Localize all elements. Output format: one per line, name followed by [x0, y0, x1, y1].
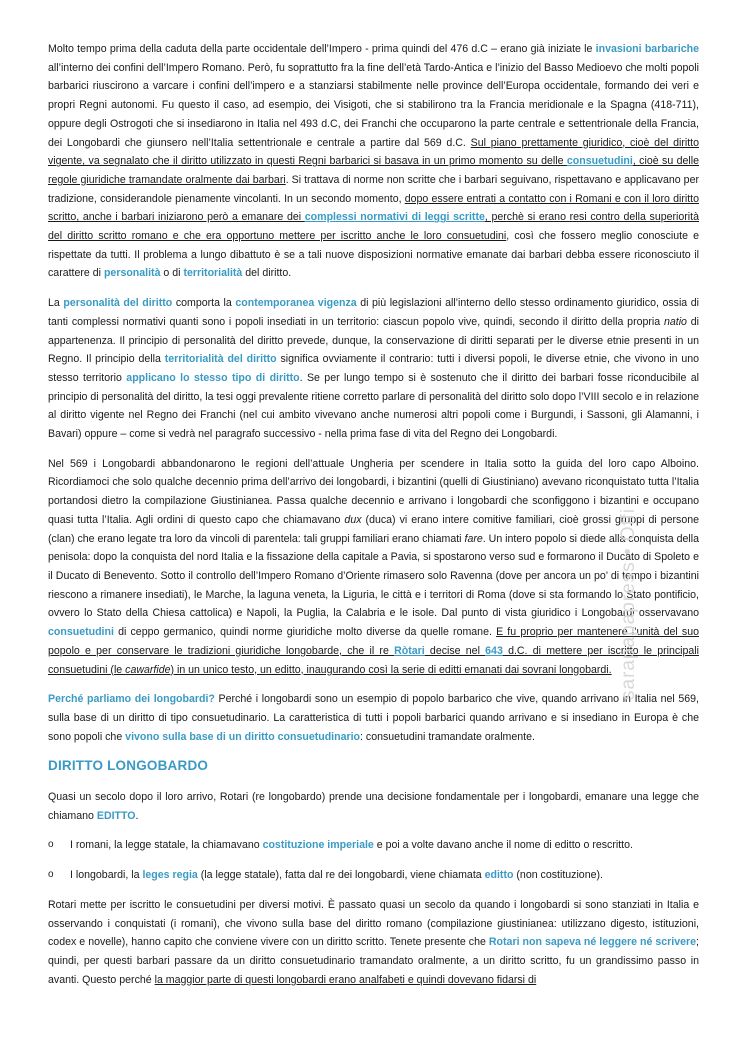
text: (non costituzione). [513, 869, 603, 882]
watermark: sarapapapress • Offi [618, 507, 639, 700]
text: di appartenenza. Il principio di personalità del diritto prevede, dunque, la conservazione di diritti separati per le diverse etnie presenti in un Regno. Il principio della [48, 315, 699, 366]
text: o di [160, 267, 184, 280]
text: di ceppo germanico, quindi norme giuridiche molto diverse da quelle romane. [113, 626, 497, 639]
text: : consuetudini tramandate oralmente. [360, 730, 535, 743]
text: ; quindi, per questi barbari passare da un diritto consuetudinario tramandato oralmente, a un diritto scritto, fu un grandissimo passo in avanti. Questo perché [48, 936, 699, 986]
text: I romani, la legge statale, la chiamavano [70, 839, 263, 852]
italic-term: cawarfide [125, 663, 171, 676]
text: all’interno dei confini dell’Impero Romano. Però, fu soprattutto fra la fine dell’età Tardo-Antica e l’inizio del Basso Medioevo che molti popoli barbarici riuscirono a varcare i confini dell’impero e a stanziarsi stabilmente nelle province dell’Europa occidentale, formando dei veri e propri Regni autonomi. Fu questo il caso, ad esempio, dei Visigoti, che si stabilirono tra la Francia meridionale e la Spagna (418-711), oppure degli Ostrogoti che si insediarono in Italia nel 493 d.C, dei Franchi che occuparono la parte centrale e settentrionale della Francia, dei Longobardi che giunsero nell’Italia settentrionale e centrale a partire dal 569 d.C. [48, 61, 699, 149]
highlight-term: editto [484, 869, 514, 882]
highlight-term: territorialità del diritto [164, 353, 277, 366]
highlight-term: EDITTO [96, 809, 136, 822]
text: di più legislazioni all’interno dello stesso ordinamento giuridico, ossia di tanti complessi normativi quanti sono i popoli insediati in un territorio: ciascun popolo vive, quindi, secondo il diritto della propria [48, 297, 699, 328]
section-heading: DIRITTO LONGOBARDO [48, 758, 209, 774]
underlined-text: la maggior parte di questi longobardi erano analfabeti e quindi dovevano fidarsi di [154, 973, 537, 986]
text: I longobardi, la [70, 869, 143, 882]
highlight-term: applicano lo stesso tipo di diritto [126, 371, 300, 384]
text: comporta la [172, 297, 236, 310]
highlight-term: territorialità [183, 267, 243, 280]
bullet-marker-icon: o [48, 839, 54, 851]
highlight-term: costituzione imperiale [262, 839, 374, 852]
paragraph-editto [48, 788, 699, 825]
text: significa ovviamente il contrario: tutti i diversi popoli, le diverse etnie, che vivono in uno stesso territorio [48, 353, 700, 384]
highlight-term: contemporanea vigenza [235, 297, 357, 310]
text: del diritto. [242, 267, 292, 280]
highlight-term: consuetudini [48, 626, 114, 639]
underlined-text: ) in un unico testo, un editto, inaugurando così la serie di editti emanati dai sovrani longobardi. [170, 663, 612, 676]
highlight-term: leges regia [142, 869, 198, 882]
bullet-text [70, 836, 699, 855]
highlight-term: consuetudini [566, 155, 633, 168]
underlined-text: , cioè su delle regole giuridiche tramandate oralmente dai barbari [48, 155, 700, 186]
text: . Un intero popolo si diede alla conquista della penisola: dopo la conquista del nord Italia e la fissazione della capitale a Pavia, si spostarono verso sud e formarono il Ducato di Spoleto e il Ducato di Benevento. Sotto il controllo dell’Impero Romano d’Oriente rimasero solo Ravenna (dove per ancora un po’ di tempo i bizantini riescono a rimanere insediati), le Marche, la laguna veneta, la Liguria, le città e i territori di Roma (dove si sta formando lo Stato pontificio, ovvero lo Stato della Chiesa cattolica) e Napoli, la Puglia, la Calabria e le isole. Dal punto di vista giuridico i Longobardi osservavano [48, 532, 699, 620]
underlined-text: E fu proprio per mantenere l’unità del suo popolo e per conservare le tradizioni giuridiche longobarde, che il re [48, 626, 699, 657]
text: (la legge statale), fatta dal re dei longobardi, viene chiamata [197, 869, 485, 882]
highlight-term: invasioni barbariche [595, 43, 699, 55]
underlined-text: Sul piano prettamente giuridico, cioè del diritto vigente, va segnalato che il diritto utilizzato in questi Regni barbarici si basava in un primo momento su delle [48, 136, 700, 168]
italic-term: natio [663, 315, 687, 328]
highlight-term: Perché parliamo dei longobardi? [48, 693, 215, 706]
highlight-term: Ròtari [394, 644, 425, 657]
text: Molto tempo prima della caduta della parte occidentale dell’Impero - prima quindi del 476 d.C – erano già iniziate le [48, 43, 596, 55]
bullet-text [70, 866, 699, 885]
underlined-text: dopo essere entrati a contatto con i Romani e con il loro diritto scritto, anche i barbari iniziarono però a emanare dei [48, 192, 699, 224]
highlight-term: Rotari non sapeva né leggere né scrivere [488, 936, 697, 949]
highlight-term: 643 [485, 644, 503, 657]
paragraph-personalita [48, 294, 699, 444]
document-page [48, 40, 699, 1000]
text: . Se per lungo tempo si è sostenuto che il diritto dei barbari fosse riconducibile al principio di personalità del diritto, la tesi oggi prevalente ritiene corretto parlare di personalità del diritto solo dopo l’VIII secolo e in relazione al diritto vigente nel Regno dei Franchi (nel cui ambito vivevano anche numerosi altri popoli come i Burgundi, i Sassoni, gli Alamanni, i Bavari) oppure – come si vedrà nel paragrafo successivo - nella prima fase di vita del Regno dei Longobardi. [48, 371, 700, 441]
text: . [135, 809, 139, 822]
highlight-term: complessi normativi di leggi scritte [304, 211, 485, 224]
text: Nel 569 i Longobardi abbandonarono le regioni dell’attuale Ungheria per scendere in Italia sotto la guida del loro capo Alboino. Ricordiamoci che solo qualche decennio prima dell’arrivo dei longobardi, i bizantini (quelli di Giustiniano) avevano riconquistato tutta l’Italia portandosi dietro la compilazione Giustinianea. Passa qualche decennio e arrivano i longobardi che sconfiggono i bizantini e occupano quasi tutta l’Italia. Agli ordini di questo capo che chiamavano [48, 457, 699, 526]
text: La [48, 297, 64, 310]
text: (duca) vi erano intere comitive familiari, cioè grossi gruppi di persone (clan) che erano legate tra loro da vincoli di parentela: tali gruppi familiari erano chiamati [48, 513, 699, 545]
bullet-item-longobardi [48, 866, 699, 885]
paragraph-perche [48, 690, 699, 746]
text: Quasi un secolo dopo il loro arrivo, Rotari (re longobardo) prende una decisione fondamentale per i longobardi, emanare una legge che chiamano [48, 791, 699, 822]
highlight-term: personalità del diritto [63, 297, 173, 310]
underlined-text: d.C. di mettere per iscritto le principali consuetudini (le [48, 644, 699, 676]
italic-term: dux [344, 513, 362, 526]
italic-term: fare [464, 532, 483, 545]
underlined-text: , perchè si erano resi contro della superiorità del diritto scritto romano e che era opportuno mettere per iscritto anche le loro consuetudini [48, 211, 699, 243]
text: Rotari mette per iscritto le consuetudini per diversi motivi. È passato quasi un secolo da quando i longobardi si sono stanziati in Italia e osservando i conquistati (i romani), che vivono sulla base del diritto romano (compilazione giustinianea: utilizzano digesto, istituzioni, codex e novelle), hanno capito che conviene vivere con un diritto scritto. Tenete presente che [48, 898, 699, 949]
bullet-marker-icon: o [48, 869, 54, 881]
bullet-item-romani [48, 836, 699, 855]
text: Perché i longobardi sono un esempio di popolo barbarico che vive, quando arrivano in Italia nel 569, sulla base di un diritto di tipo consuetudinario. La caratteristica di tutti i popoli barbarici quando arrivano e si insediano in Europa è che sono popoli che [48, 693, 699, 743]
highlight-term: vivono sulla base di un diritto consuetudinario [125, 730, 361, 743]
highlight-term: personalità [103, 267, 161, 280]
text: e poi a volte davano anche il nome di editto o rescritto. [373, 839, 633, 852]
text: , così che fossero meglio conosciute e rispettate da tutti. Il problema a lungo dibattuto è se a tali nuove disposizioni normative emanate dai barbari debba essere riconosciuto il carattere di [48, 230, 699, 280]
text: . Si trattava di norme non scritte che i barbari seguivano, rispettavano e applicavano per tradizione, considerandole pienamente vincolanti. In un secondo momento, [48, 173, 699, 205]
underlined-text: decise nel [424, 644, 486, 657]
paragraph-longobardi [48, 455, 699, 679]
paragraph-rotari [48, 896, 699, 990]
paragraph-invasioni [48, 40, 699, 283]
